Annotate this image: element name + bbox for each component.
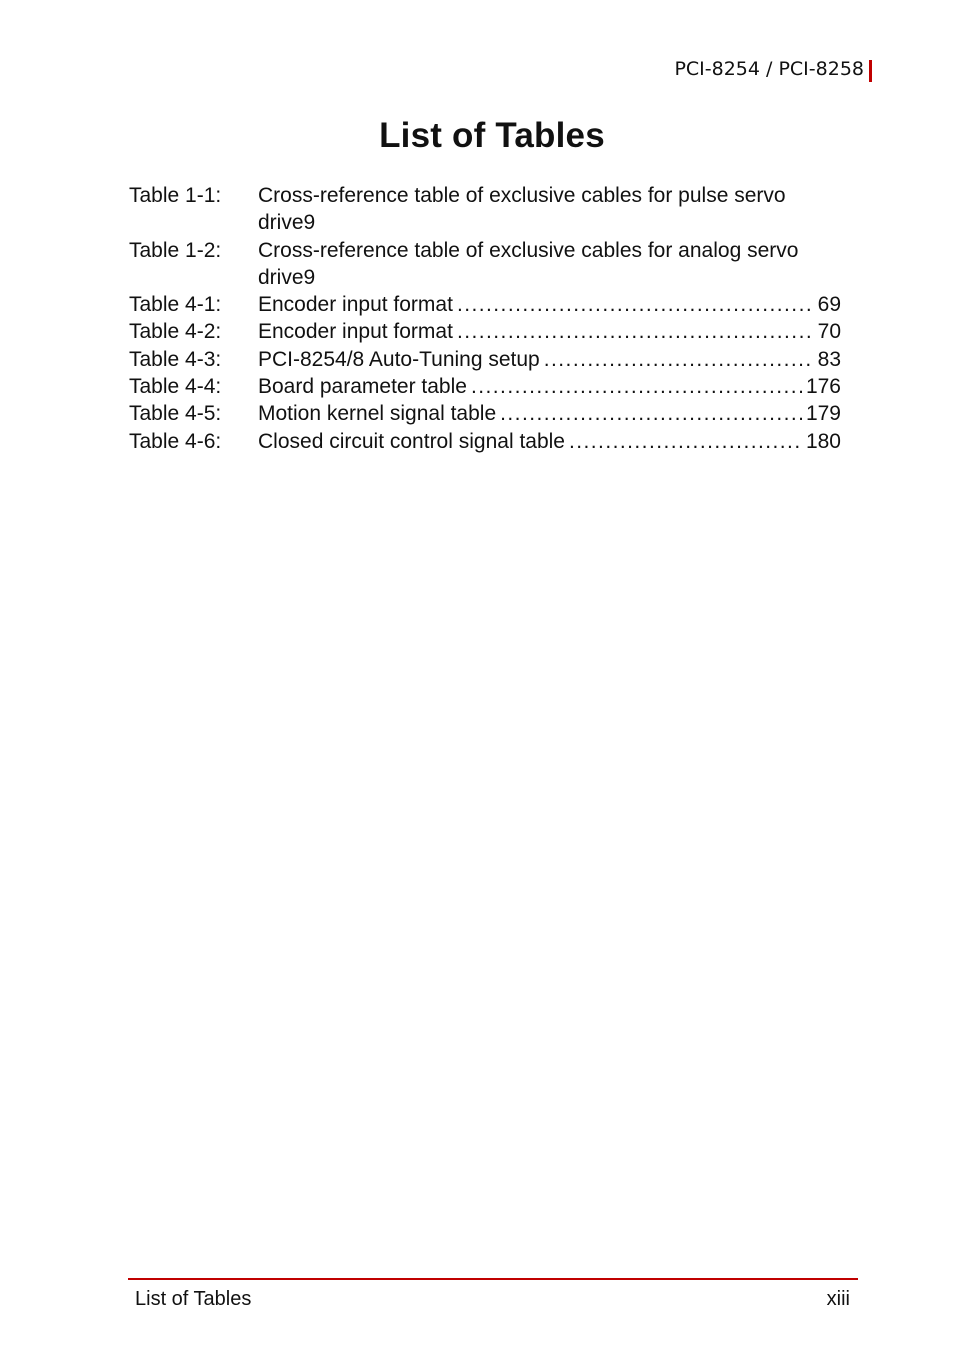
entry-title: Encoder input format <box>258 293 453 317</box>
dot-leader <box>569 428 802 455</box>
footer-section-title: List of Tables <box>135 1288 252 1310</box>
dot-leader <box>544 346 814 373</box>
running-header <box>674 58 864 80</box>
entry-number: Table 4-1: <box>129 293 222 317</box>
toc-entry[interactable] <box>129 318 841 345</box>
entry-title-continued: drive9 <box>258 265 316 289</box>
entry-title: Motion kernel signal table <box>258 402 497 426</box>
entry-page: 70 <box>817 320 841 344</box>
entry-title: Cross-reference table of exclusive cables for analog servo <box>258 238 799 262</box>
toc-entry[interactable] <box>129 182 841 237</box>
header-accent-bar <box>869 60 872 82</box>
entry-number: Table 4-5: <box>129 402 222 426</box>
footer-page-number: xiii <box>826 1288 850 1310</box>
dot-leader <box>471 373 802 400</box>
dot-leader <box>500 400 802 427</box>
toc-entry[interactable] <box>129 373 841 400</box>
entry-page: 69 <box>817 293 841 317</box>
entry-page: 83 <box>817 347 841 371</box>
toc-entry[interactable] <box>129 428 841 455</box>
entry-title-continued: drive9 <box>258 211 316 235</box>
entry-page: 179 <box>805 402 841 426</box>
entry-number: Table 1-2: <box>129 238 222 262</box>
entry-title: Closed circuit control signal table <box>258 429 565 453</box>
entry-title: Board parameter table <box>258 375 467 399</box>
dot-leader <box>457 291 814 318</box>
list-of-tables <box>129 182 841 455</box>
entry-number: Table 4-6: <box>129 429 222 453</box>
entry-title: PCI-8254/8 Auto-Tuning setup <box>258 347 540 371</box>
toc-entry[interactable] <box>129 291 841 318</box>
toc-entry[interactable] <box>129 400 841 427</box>
entry-number: Table 4-4: <box>129 375 222 399</box>
entry-title: Cross-reference table of exclusive cables for pulse servo <box>258 184 786 207</box>
entry-number: Table 1-1: <box>129 184 222 207</box>
entry-page: 180 <box>805 429 841 453</box>
entry-page: 176 <box>805 375 841 399</box>
entry-number: Table 4-3: <box>129 347 222 371</box>
page-title: List of Tables <box>379 116 605 155</box>
dot-leader <box>457 318 814 345</box>
toc-entry[interactable] <box>129 346 841 373</box>
toc-entry[interactable] <box>129 237 841 292</box>
footer-rule <box>128 1278 858 1280</box>
header-product-name: PCI-8254 / PCI-8258 <box>674 58 864 80</box>
entry-title: Encoder input format <box>258 320 453 344</box>
entry-number: Table 4-2: <box>129 320 222 344</box>
